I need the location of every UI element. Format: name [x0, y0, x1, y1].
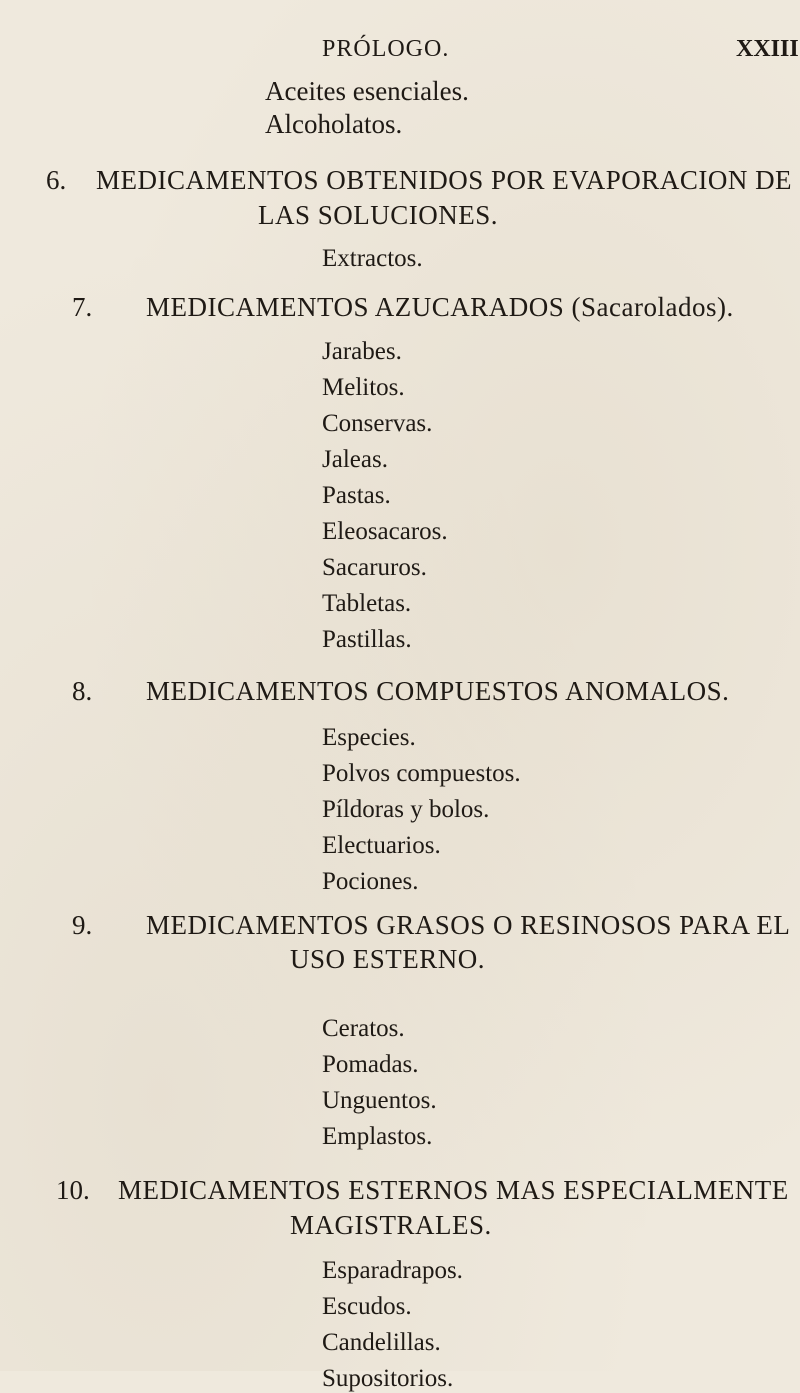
section-number: 7.	[72, 292, 93, 322]
list-item: Ceratos.	[322, 1015, 405, 1042]
list-item: Sacaruros.	[322, 554, 427, 581]
list-item: Píldoras y bolos.	[322, 796, 490, 823]
section-heading: MEDICAMENTOS AZUCARADOS (Sacarolados).	[146, 292, 734, 322]
section-heading-continued: MAGISTRALES.	[290, 1210, 492, 1240]
list-item: Jarabes.	[322, 338, 402, 365]
section-number: 9.	[72, 910, 93, 940]
list-item: Eleosacaros.	[322, 518, 448, 545]
section-heading: MEDICAMENTOS ESTERNOS MAS ESPECIALMENTE	[118, 1175, 789, 1205]
list-item: Polvos compuestos.	[322, 760, 521, 787]
list-item: Conservas.	[322, 410, 433, 437]
list-item: Especies.	[322, 724, 416, 751]
section-heading: MEDICAMENTOS GRASOS O RESINOSOS PARA EL	[146, 910, 791, 940]
list-item: Esparadrapos.	[322, 1257, 463, 1284]
list-item: Pastas.	[322, 482, 391, 509]
list-item: Pomadas.	[322, 1051, 419, 1078]
section-heading-continued: LAS SOLUCIONES.	[258, 200, 499, 230]
list-item: Supositorios.	[322, 1365, 454, 1392]
list-item: Alcoholatos.	[265, 109, 403, 139]
section-number: 6.	[46, 165, 67, 195]
section-heading: MEDICAMENTOS COMPUESTOS ANOMALOS.	[146, 676, 730, 706]
list-item: Escudos.	[322, 1293, 412, 1320]
list-item: Tabletas.	[322, 590, 412, 617]
list-item: Unguentos.	[322, 1087, 437, 1114]
section-number: 8.	[72, 676, 93, 706]
list-item: Candelillas.	[322, 1329, 441, 1356]
list-item: Emplastos.	[322, 1123, 433, 1150]
list-item: Aceites esenciales.	[265, 76, 469, 106]
section-number: 10.	[56, 1175, 90, 1205]
list-item: Jaleas.	[322, 446, 388, 473]
list-item: Melitos.	[322, 374, 405, 401]
running-title: PRÓLOGO.	[322, 36, 450, 62]
page-number: XXIII	[736, 36, 799, 62]
list-item: Pastillas.	[322, 626, 412, 653]
list-item: Electuarios.	[322, 832, 441, 859]
section-heading: MEDICAMENTOS OBTENIDOS POR EVAPORACION DE	[96, 165, 793, 195]
list-item: Extractos.	[322, 245, 423, 272]
list-item: Pociones.	[322, 868, 419, 895]
section-heading-continued: USO ESTERNO.	[290, 944, 486, 974]
